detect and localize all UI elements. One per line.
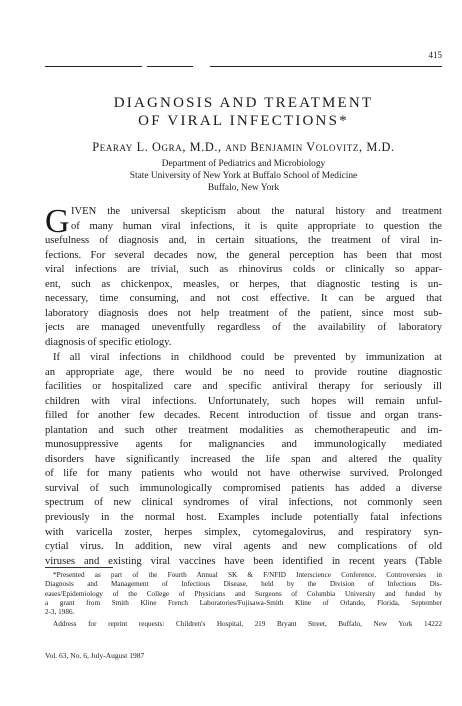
text-line: facilities or hospitalized care and specific antiviral therapy for seriously ill bbox=[45, 381, 442, 393]
text-line: necessary, time consuming, and not cost effective. It can be argued that bbox=[45, 293, 442, 305]
footnote-line: a grant from Smith Kline French Laboratories/Fujisawa-Smith Kline of Orlando, Florida, September bbox=[45, 598, 442, 607]
text-line: survival of such immunologically compromised patients has added a diverse bbox=[45, 482, 442, 494]
text-line: plantation and such other treatment modalities as chemotherapeutic and im- bbox=[45, 424, 442, 436]
text-line: jects are managed uneventfully regardless of the availability of laboratory bbox=[45, 322, 442, 334]
footnotes bbox=[45, 571, 442, 630]
text-line: munosuppressive agents for malignancies and immunologically mediated bbox=[45, 439, 442, 451]
text-line: spectrum of new clinical syndromes of viral infections, not commonly seen bbox=[45, 497, 442, 509]
footnote-line: *Presented as part of the Fourth Annual SK & F/NFID Interscience Conference, Controversies in bbox=[53, 571, 442, 579]
header-rule bbox=[45, 66, 142, 67]
article-title-line-2: OF VIRAL INFECTIONS* bbox=[138, 113, 349, 129]
text-line: children with viral infections. Unfortunately, such hopes will remain unful- bbox=[45, 395, 442, 407]
text-line: fections. For several decades now, the general perception has been that most bbox=[45, 249, 442, 261]
journal-footer: Vol. 63, No. 6, July-August 1987 bbox=[45, 651, 145, 660]
footnote-line: Diagnosis and Management of Infectious Disease, held by the Division of Infectious Dis- bbox=[45, 580, 442, 589]
drop-cap: G bbox=[45, 203, 70, 240]
text-line: cytial virus. In addition, new viral agents and new complications of old bbox=[45, 541, 442, 553]
text-line: If all viral infections in childhood could be prevented by immunization at bbox=[53, 352, 442, 363]
footnote-line: 2-3, 1986. bbox=[45, 608, 75, 617]
text-line: diagnosis of specific etiology. bbox=[45, 336, 172, 348]
text-line: usefulness of diagnosis and, in certain situations, the treatment of viral in- bbox=[45, 235, 442, 247]
text-line: disorders have significantly increased the life span and altered the quality bbox=[45, 453, 442, 465]
authors: Pearay L. Ogra, M.D., and Benjamin Volovitz, M.D. bbox=[92, 140, 395, 154]
text-line: IVEN the universal skepticism about the natural history and treatment bbox=[71, 206, 442, 217]
affiliation-institution: State University of New York at Buffalo School of Medicine bbox=[129, 171, 358, 181]
text-line: viruses and existing viral vaccines have been identified in recent years (Table bbox=[45, 555, 442, 567]
footnote-line: eases/Epidemiology of the College of Physicians and Surgeons of Columbia University and funded by bbox=[45, 589, 442, 598]
header-rule bbox=[210, 66, 442, 67]
text-line: ent, such as chickenpox, measles, or herpes, that diagnostic testing is un- bbox=[45, 278, 442, 290]
text-line: of life for many patients who would not have otherwise survived. Prolonged bbox=[45, 468, 442, 480]
text-line: previously in the normal host. Examples include potentially fatal infections bbox=[45, 512, 442, 524]
affiliation-department: Department of Pediatrics and Microbiology bbox=[161, 159, 326, 169]
header-rule bbox=[147, 66, 193, 67]
text-line: of many human viral infections, it is quite appropriate to question the bbox=[71, 220, 442, 232]
text-line: laboratory diagnosis does not help treatment of the patient, since most sub- bbox=[45, 307, 442, 319]
article-title-line-1: DIAGNOSIS AND TREATMENT bbox=[113, 95, 374, 111]
paragraph-2 bbox=[45, 351, 442, 569]
footnote-rule bbox=[45, 567, 113, 568]
page-number: 415 bbox=[428, 50, 442, 60]
text-line: an appropriate age, there would be no need to provide routine diagnostic bbox=[45, 366, 442, 378]
text-line: viral infections are trivial, such as rhinovirus colds or clinically so appar- bbox=[45, 264, 442, 276]
text-line: with varicella zoster, herpes simplex, cytomegalovirus, and respiratory syn- bbox=[45, 526, 442, 538]
paragraph-1 bbox=[45, 205, 442, 350]
text-line: filled for another few decades. Recent introduction of tissue and organ trans- bbox=[45, 410, 442, 422]
reprint-address: Address for reprint requests: Children's Hospital, 219 Bryant Street, Buffalo, New York 14222 bbox=[53, 620, 442, 629]
affiliation-location: Buffalo, New York bbox=[207, 183, 280, 193]
